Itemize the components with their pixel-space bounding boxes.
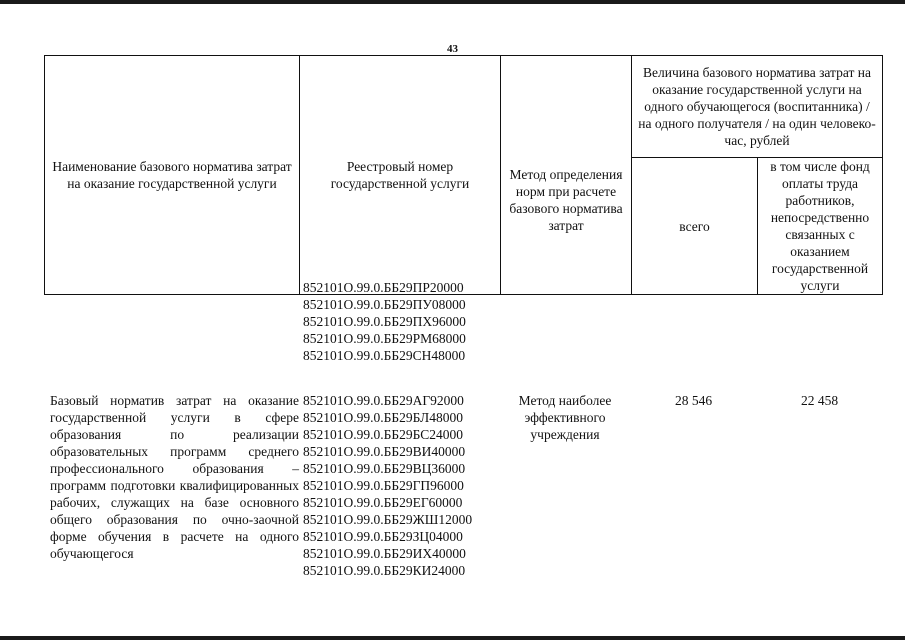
header-value-cell: Величина базового норматива затрат на оказание государственной услуги на одного обучающегося (воспитанника) / на одного получателя / на один человеко-час, рублей bbox=[632, 56, 883, 158]
table-body bbox=[44, 279, 882, 629]
page-number: 43 bbox=[447, 43, 458, 55]
registry-code: 852101О.99.0.ББ29РМ68000 bbox=[303, 331, 466, 346]
table-header bbox=[44, 55, 883, 295]
header-total-cell: всего bbox=[632, 158, 758, 295]
registry-code: 852101О.99.0.ББ29ЗЦ04000 bbox=[303, 529, 463, 544]
row-total: 28 546 bbox=[674, 393, 713, 408]
row-codes bbox=[303, 392, 499, 579]
registry-code: 852101О.99.0.ББ29ЕГ60000 bbox=[303, 495, 463, 510]
continuation-codes bbox=[303, 279, 499, 364]
header-fund-cell: в том числе фонд оплаты труда работников, непосредственно связанных с оказанием государственной услуги bbox=[758, 158, 883, 295]
registry-code: 852101О.99.0.ББ29ВИ40000 bbox=[303, 444, 466, 459]
registry-code: 852101О.99.0.ББ29АГ92000 bbox=[303, 393, 464, 408]
row-method: Метод наиболее эффективного учреждения bbox=[518, 393, 612, 442]
top-border bbox=[0, 0, 905, 4]
registry-code: 852101О.99.0.ББ29БС24000 bbox=[303, 427, 464, 442]
registry-code: 852101О.99.0.ББ29ГП96000 bbox=[303, 478, 464, 493]
header-name-cell: Наименование базового норматива затрат на оказание государственной услуги bbox=[45, 56, 300, 295]
registry-code: 852101О.99.0.ББ29БЛ48000 bbox=[303, 410, 463, 425]
registry-code: 852101О.99.0.ББ29КИ24000 bbox=[303, 563, 466, 578]
registry-code: 852101О.99.0.ББ29ВЦ36000 bbox=[303, 461, 466, 476]
registry-code: 852101О.99.0.ББ29ПР20000 bbox=[303, 280, 464, 295]
header-registry-cell: Реестровый номер государственной услуги bbox=[300, 56, 501, 295]
row-fund: 22 458 bbox=[800, 393, 839, 408]
registry-code: 852101О.99.0.ББ29ИХ40000 bbox=[303, 546, 466, 561]
registry-code: 852101О.99.0.ББ29СН48000 bbox=[303, 348, 466, 363]
registry-code: 852101О.99.0.ББ29ЖШ12000 bbox=[303, 512, 473, 527]
header-method-cell: Метод определения норм при расчете базового норматива затрат bbox=[501, 56, 632, 295]
registry-code: 852101О.99.0.ББ29ПХ96000 bbox=[303, 314, 466, 329]
bottom-border bbox=[0, 636, 905, 640]
registry-code: 852101О.99.0.ББ29ПУ08000 bbox=[303, 297, 466, 312]
row-name: Базовый норматив затрат на оказание государственной услуги в сфере образования по реализации образовательных программ среднего профессионального образования – программ подготовки квалифицированных рабочих, служащих на базе основного общего образования по очно-заочной форме обучения в расчете на одного обучающегося bbox=[50, 393, 299, 561]
